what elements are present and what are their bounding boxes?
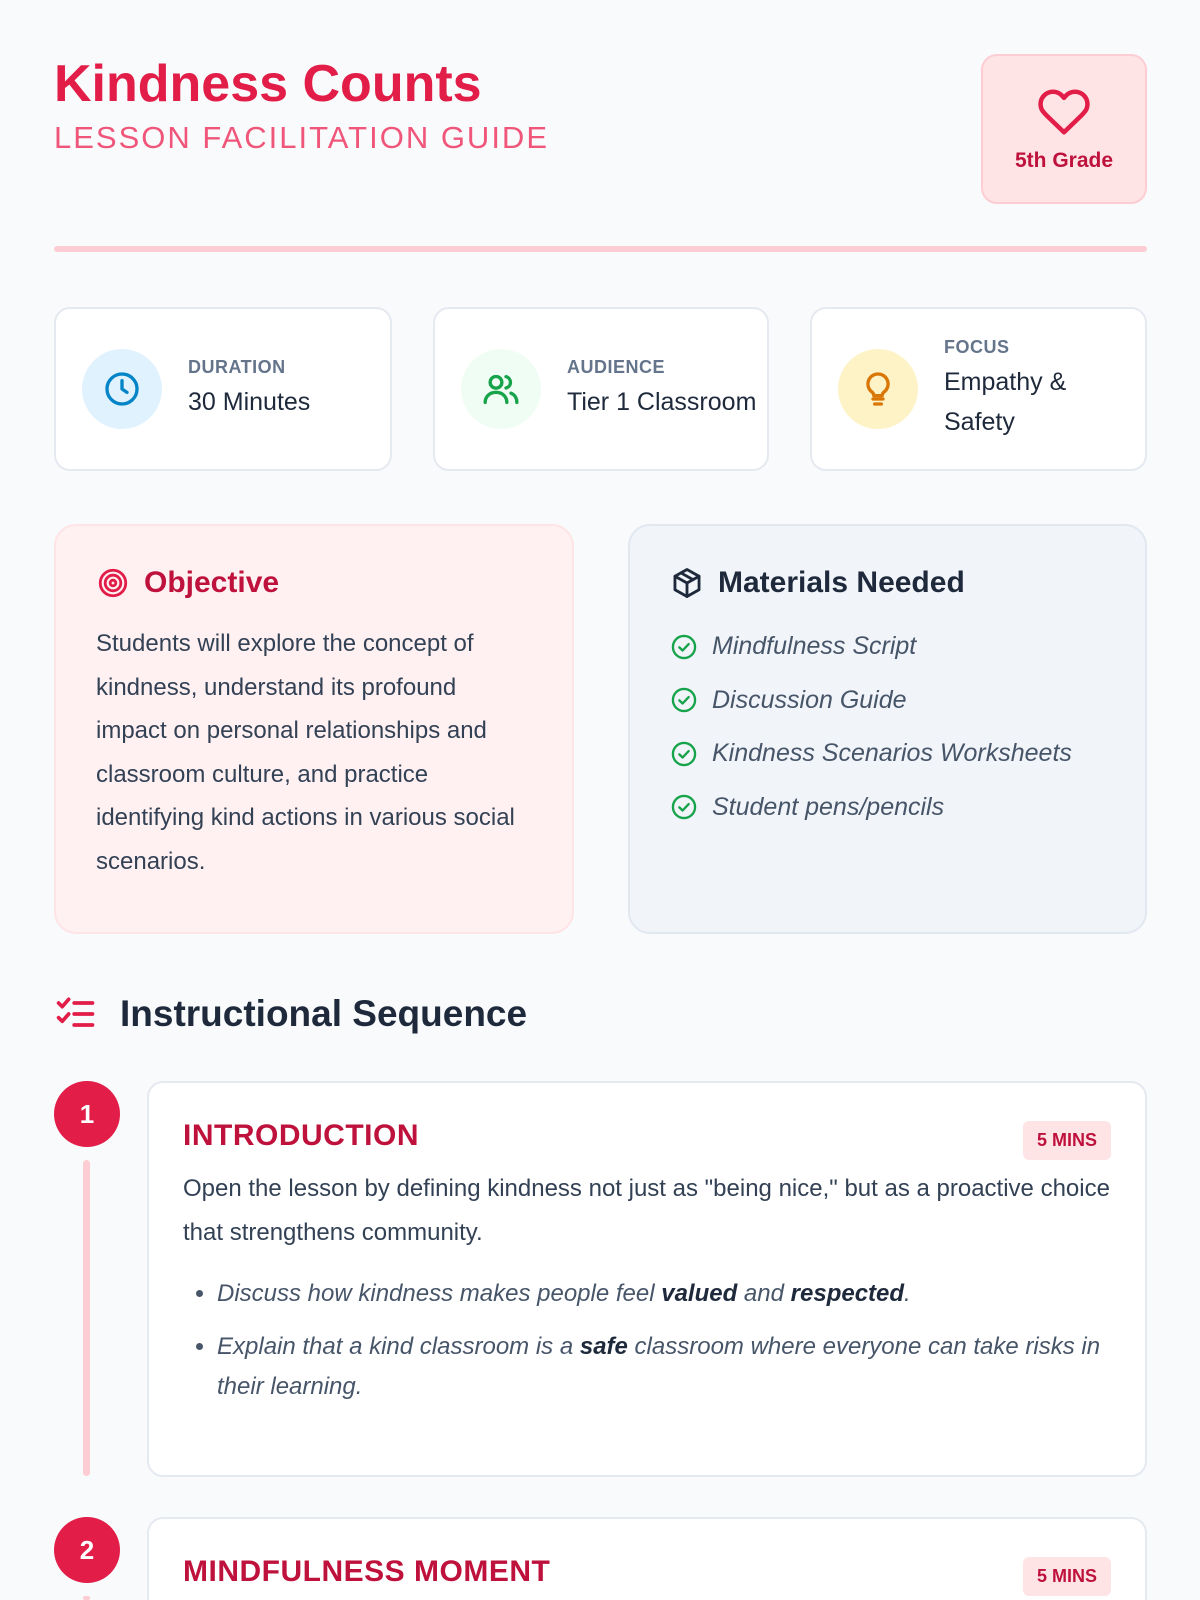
objective-panel: [54, 524, 574, 934]
check-circle-icon: [670, 740, 698, 768]
target-icon: [96, 566, 130, 600]
materials-panel: [628, 524, 1147, 934]
grade-label: 5th Grade: [1014, 149, 1114, 172]
material-label: Kindness Scenarios Worksheets: [712, 739, 1072, 768]
sequence-title: Instructional Sequence: [120, 993, 528, 1034]
timeline-line: [83, 1160, 90, 1476]
objective-text: Students will explore the concept of kindness, understand its profound impact on personal relationships and classroom culture, and practice identifying kind actions in various social scenarios.: [96, 630, 515, 875]
info-label: FOCUS: [944, 336, 1010, 357]
heart-icon: [1037, 85, 1091, 139]
duration-badge: 5 MINS: [1023, 1557, 1111, 1596]
info-label: DURATION: [188, 356, 286, 377]
sequence-heading: [54, 992, 527, 1036]
info-value: Tier 1 Classroom: [567, 387, 757, 416]
users-icon: [481, 369, 521, 409]
materials-heading: [670, 566, 1105, 600]
package-icon: [670, 566, 704, 600]
step-title: INTRODUCTION: [183, 1119, 419, 1152]
step-bullets: [183, 1274, 1111, 1407]
objective-title: Objective: [144, 566, 280, 599]
list-item: • Discuss how kindness makes people feel valued and respected.: [217, 1274, 1111, 1314]
list-item: [670, 674, 1105, 728]
material-label: Mindfulness Script: [712, 632, 917, 661]
step-description: Open the lesson by defining kindness not just as "being nice," but as a proactive choice that strengthens community.: [183, 1175, 1110, 1246]
duration-badge: 5 MINS: [1023, 1121, 1111, 1160]
list-item: [670, 620, 1105, 674]
step-title: MINDFULNESS MOMENT: [183, 1555, 551, 1588]
focus-icon-wrap: [838, 349, 918, 429]
check-circle-icon: [670, 793, 698, 821]
lightbulb-icon: [858, 369, 898, 409]
materials-list: [670, 620, 1105, 834]
step-number: 1: [54, 1081, 120, 1147]
page-title: Kindness Counts: [54, 55, 482, 113]
step-number: 2: [54, 1517, 120, 1583]
objective-heading: [96, 566, 532, 600]
step-card-mindfulness: [147, 1517, 1147, 1600]
info-card-duration: [54, 307, 392, 471]
check-circle-icon: [670, 633, 698, 661]
info-value: 30 Minutes: [188, 387, 311, 416]
header: [54, 52, 1147, 202]
list-item: • Explain that a kind classroom is a safe classroom where everyone can take risks in their learning.: [217, 1327, 1111, 1407]
info-card-audience: [433, 307, 769, 471]
list-item: [670, 781, 1105, 835]
material-label: Discussion Guide: [712, 685, 907, 714]
audience-icon-wrap: [461, 349, 541, 429]
info-value: Empathy & Safety: [944, 367, 1067, 436]
list-item: [670, 727, 1105, 781]
info-cards: [54, 307, 1147, 471]
header-divider: [54, 246, 1147, 252]
check-circle-icon: [670, 686, 698, 714]
clock-icon: [102, 369, 142, 409]
materials-title: Materials Needed: [718, 566, 965, 599]
duration-icon-wrap: [82, 349, 162, 429]
step-card-introduction: [147, 1081, 1147, 1477]
info-label: AUDIENCE: [567, 356, 666, 377]
timeline-line: [83, 1596, 90, 1600]
grade-badge: [981, 54, 1147, 204]
info-card-focus: [810, 307, 1147, 471]
list-checks-icon: [54, 992, 98, 1036]
page-subtitle: LESSON FACILITATION GUIDE: [54, 120, 549, 155]
material-label: Student pens/pencils: [712, 792, 945, 821]
